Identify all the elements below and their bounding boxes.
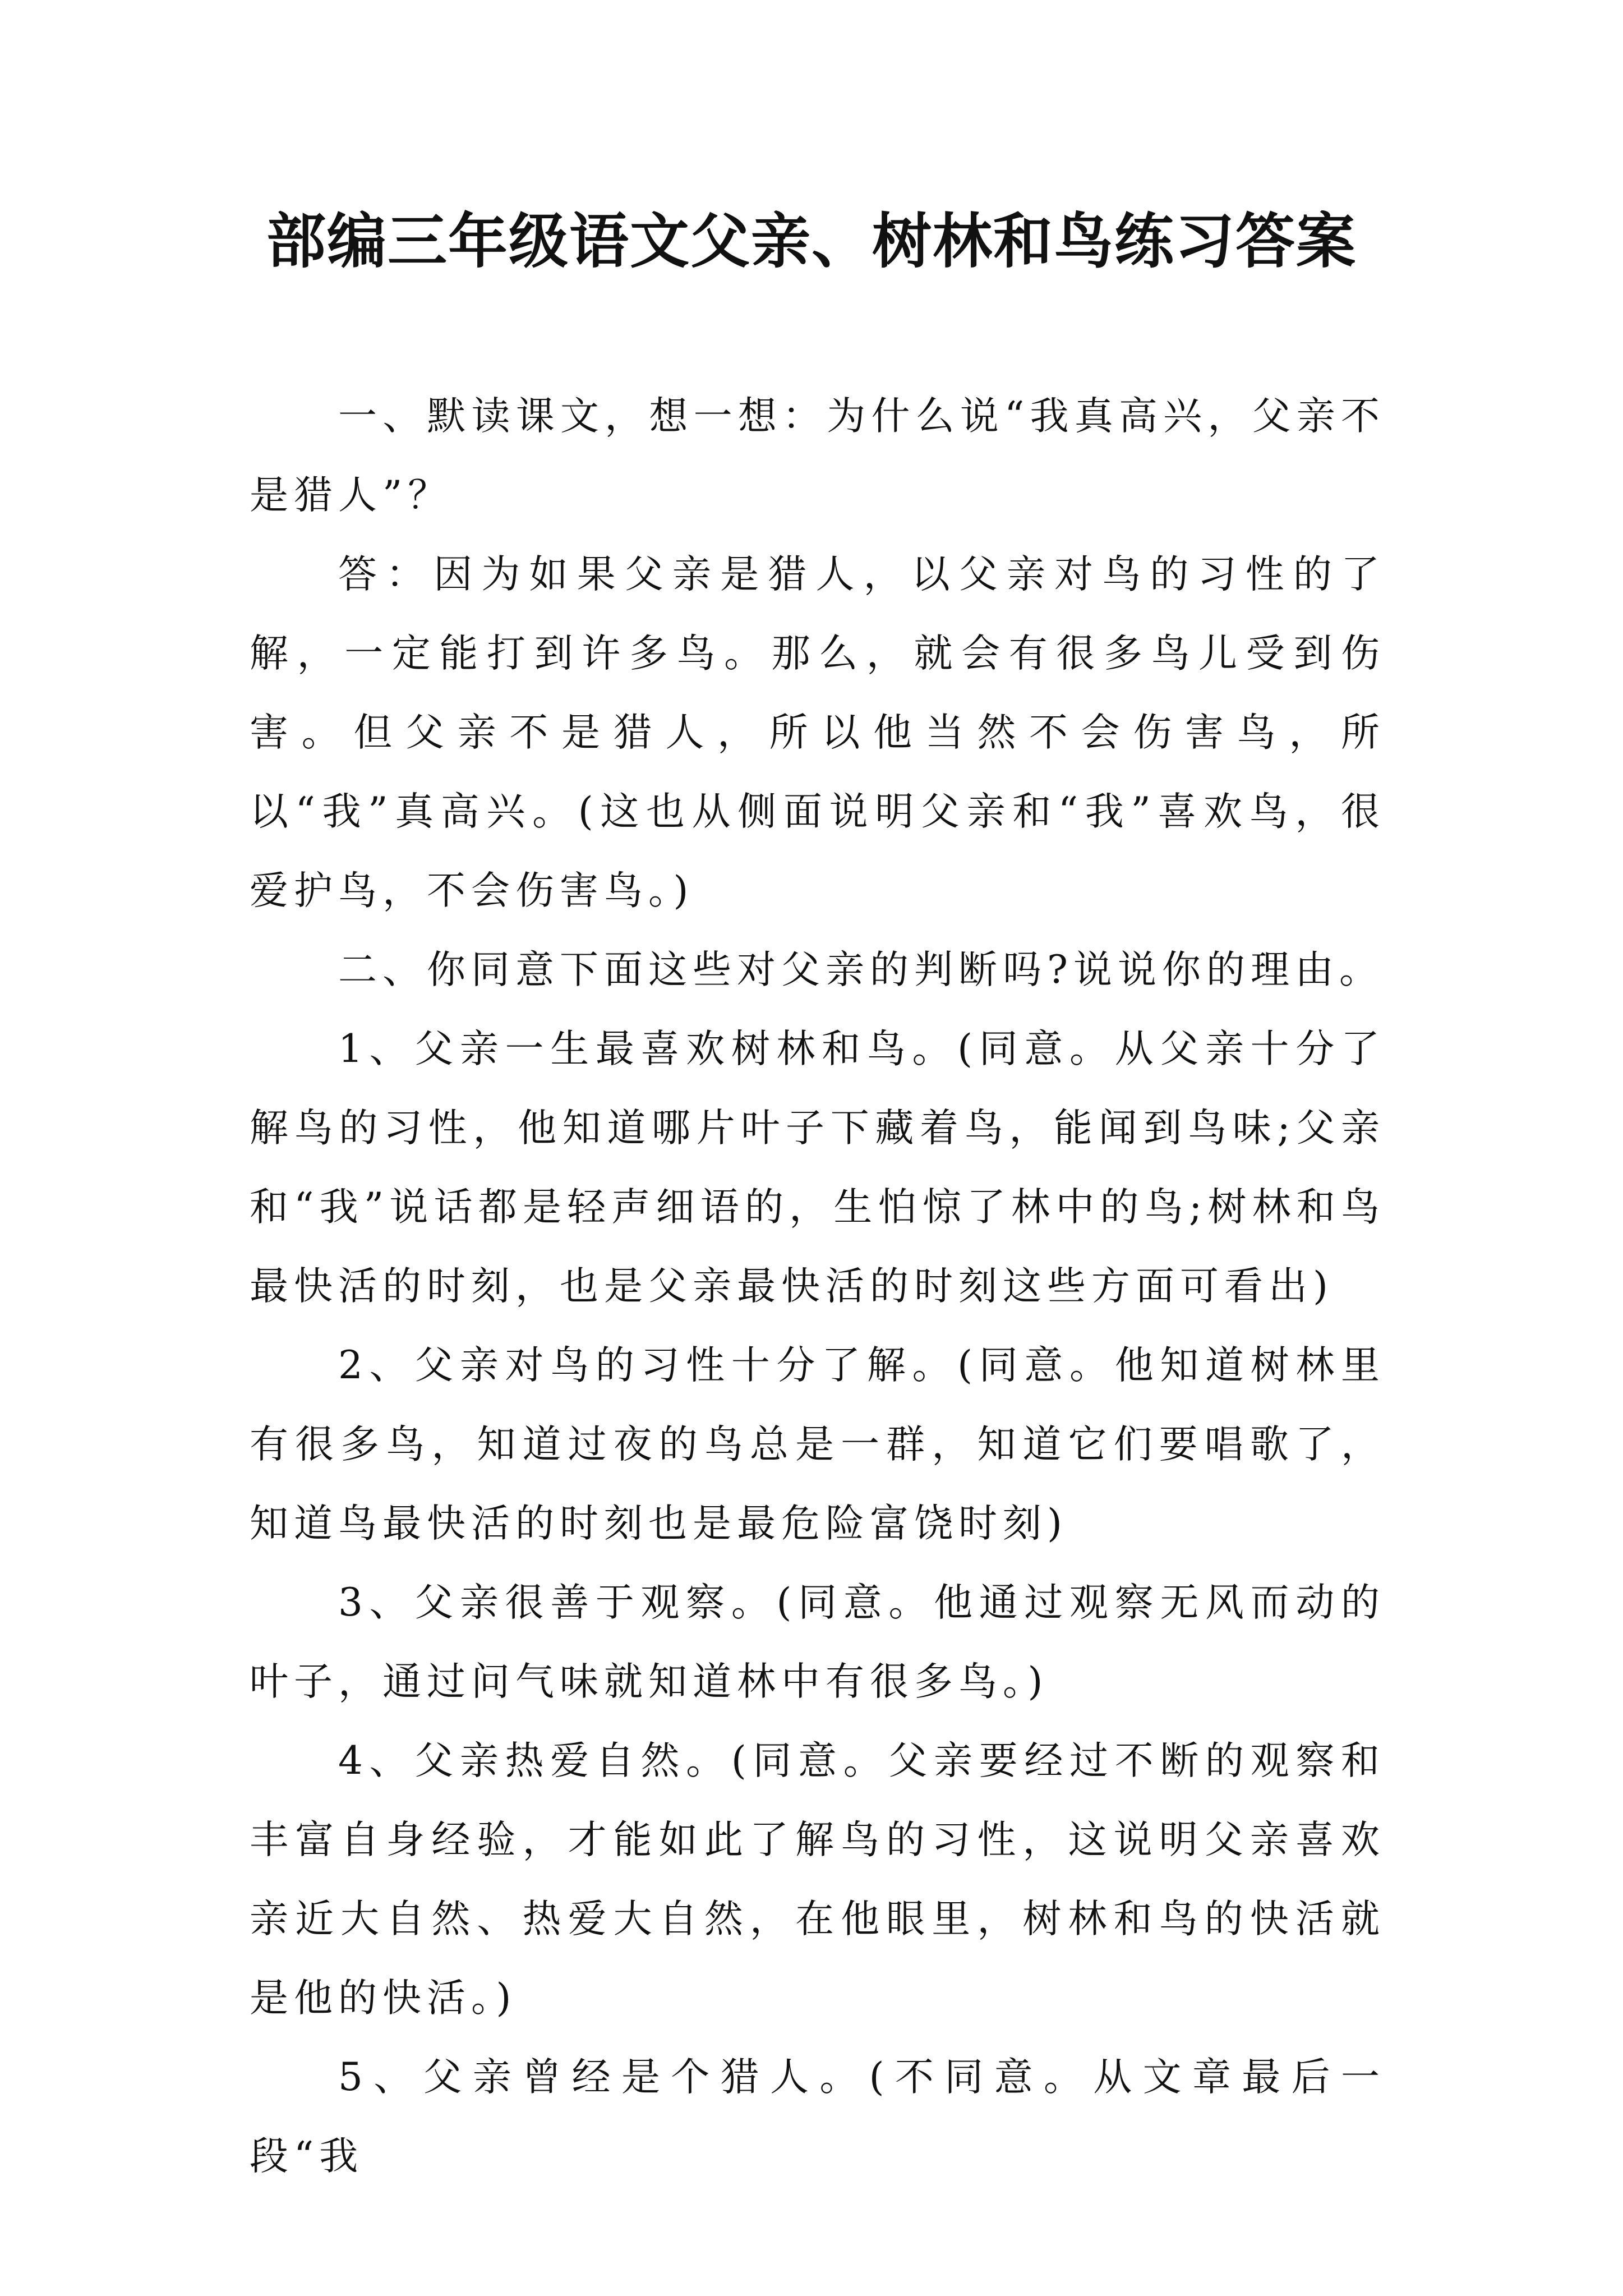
judgement-2-paragraph: 2、父亲对鸟的习性十分了解。(同意。他知道树林里有很多鸟，知道过夜的鸟总是一群，知道它们要唱歌了，知道鸟最快活的时刻也是最危险富饶时刻) [250,1343,1385,1546]
question-2-paragraph: 二、你同意下面这些对父亲的判断吗?说说你的理由。 [338,947,1384,992]
question-1-paragraph: 一、默读课文，想一想：为什么说“我真高兴，父亲不是猎人”？ [250,394,1385,518]
judgement-1-paragraph: 1、父亲一生最喜欢树林和鸟。(同意。从父亲十分了解鸟的习性，他知道哪片叶子下藏着鸟，能闻到鸟味;父亲和“我”说话都是轻声细语的，生怕惊了林中的鸟;树林和鸟最快活的时刻，也是父亲最快活的时刻这些方面可看出) [250,1027,1385,1309]
document-body [250,377,1385,2196]
answer-1-paragraph: 答：因为如果父亲是猎人，以父亲对鸟的习性的了解，一定能打到许多鸟。那么，就会有很多鸟儿受到伤害。但父亲不是猎人，所以他当然不会伤害鸟，所以“我”真高兴。(这也从侧面说明父亲和“我”喜欢鸟，很爱护鸟，不会伤害鸟。) [250,552,1385,913]
judgement-3-paragraph: 3、父亲很善于观察。(同意。他通过观察无风而动的叶子，通过问气味就知道林中有很多鸟。) [250,1580,1385,1704]
judgement-4-paragraph: 4、父亲热爱自然。(同意。父亲要经过不断的观察和丰富自身经验，才能如此了解鸟的习性，这说明父亲喜欢亲近大自然、热爱大自然，在他眼里，树林和鸟的快活就是他的快活。) [250,1738,1385,2021]
judgement-5-paragraph: 5、父亲曾经是个猎人。(不同意。从文章最后一段“我 [250,2055,1385,2179]
document-title: 部编三年级语文父亲、树林和鸟练习答案 [266,206,1357,276]
